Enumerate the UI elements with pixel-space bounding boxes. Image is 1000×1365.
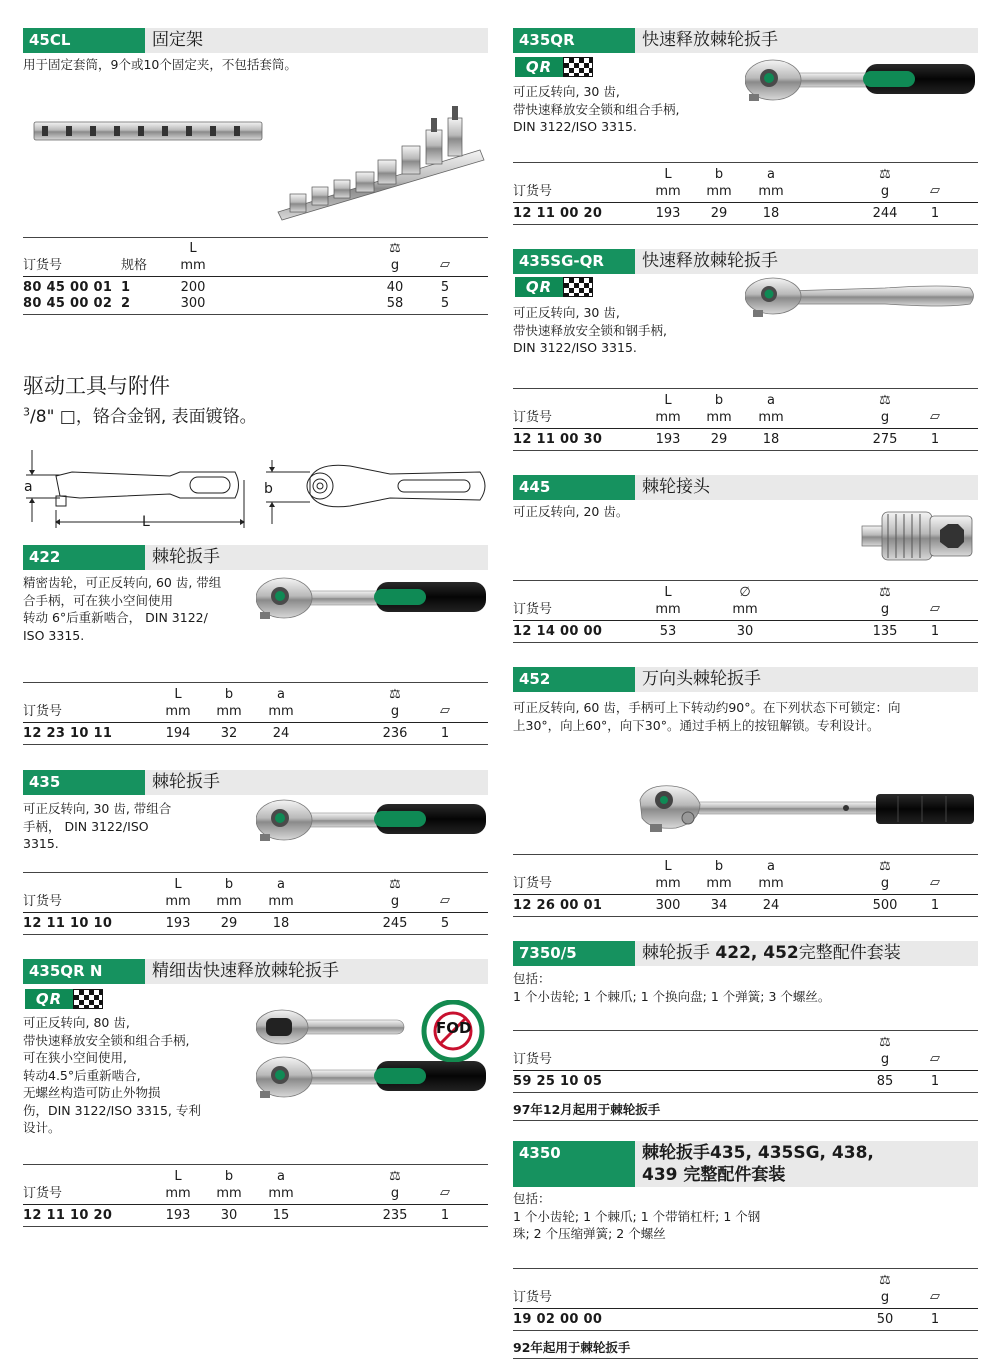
product-title: 棘轮扳手435, 435SG, 438, 439 完整配件套装: [642, 1143, 874, 1185]
order-number: 80 45 00 02: [23, 296, 113, 311]
product-description: 可正反转向, 30 齿, 带快速释放安全锁和组合手柄, DIN 3122/ISO 3315.: [513, 84, 680, 134]
order-number: 12 14 00 00: [513, 624, 603, 639]
scale-icon: ⚖: [879, 1035, 891, 1050]
product-title: 棘轮扳手 422, 452完整配件套装: [642, 943, 901, 963]
section-header-435: [23, 770, 488, 795]
spec-table-7350: ⚖ 订货号 g ▱ 59 25 10 05 85 1: [513, 1030, 978, 1093]
product-code: 4350: [513, 1141, 635, 1187]
scale-icon: ⚖: [879, 585, 891, 600]
product-description: 精密齿轮，可正反转向, 60 齿, 带组 合手柄，可在狭小空间使用 转动 6°后重新啮合， DIN 3122/ ISO 3315.: [23, 575, 222, 643]
qr-logo: QR: [515, 277, 593, 297]
spec-table-445: L ∅ ⚖ 订货号 mm mm g ▱ 12 14 00 00 53 30 135 1: [513, 580, 978, 643]
box-icon: ▱: [930, 1289, 940, 1304]
spec-table-435sgqr: L b a ⚖ 订货号 mm mm mm g ▱ 12 11 00 30 193 29 18 275 1: [513, 388, 978, 451]
ratchet-422-image: [256, 576, 488, 622]
product-code: 45CL: [23, 28, 145, 53]
box-icon: ▱: [440, 703, 450, 718]
box-icon: ▱: [440, 257, 450, 272]
spec-table-422: L b a ⚖ 订货号 mm mm mm g ▱ 12 23 10 11 194 32 24 236 1: [23, 682, 488, 745]
product-description: 可正反转向, 30 齿, 带组合 手柄， DIN 3122/ISO 3315.: [23, 801, 172, 851]
product-title: 棘轮接头: [642, 477, 710, 497]
section-header-452: [513, 667, 978, 692]
scale-icon: ⚖: [389, 877, 401, 892]
product-description: 可正反转向, 80 齿, 带快速释放安全锁和组合手柄, 可在狭小空间使用, 转动4.5°后重新啮合, 无螺丝构造可防止外物损 伤，DIN 3122/ISO 3315, 专利 设计。: [23, 1015, 201, 1135]
scale-icon: ⚖: [879, 167, 891, 182]
divider: [513, 1358, 978, 1359]
spec-table-45cl: L 订货号 规格 mm ⚖ g ▱ 80 45 00 01 1 200 40 5 80 45 00 02 2 300 58 5: [23, 237, 488, 315]
col-order: 订货号: [23, 258, 63, 273]
order-number: 12 23 10 11: [23, 726, 113, 741]
scale-icon: ⚖: [389, 241, 401, 256]
qr-logo: QR: [515, 57, 593, 77]
box-icon: ▱: [930, 875, 940, 890]
scale-icon: ⚖: [879, 859, 891, 874]
product-code: 452: [513, 667, 635, 692]
product-code: 435QR N: [23, 959, 145, 984]
product-description: 包括： 1 个小齿轮; 1 个棘爪; 1 个换向盘; 1 个弹簧; 3 个螺丝。: [513, 971, 831, 1004]
product-code: 7350/5: [513, 941, 635, 966]
product-title: 快速释放棘轮扳手: [642, 251, 778, 271]
spec-table-4350: ⚖ 订货号 g ▱ 19 02 00 00 50 1: [513, 1268, 978, 1331]
diameter-icon: ∅: [739, 585, 751, 600]
scale-icon: ⚖: [389, 687, 401, 702]
dim-label-a: a: [24, 479, 33, 495]
chapter-subtitle: $^3$/8" □，铬合金钢, 表面镀铬。: [23, 405, 257, 427]
section-header-445: [513, 475, 978, 500]
spec-table-435: L b a ⚖ 订货号 mm mm mm g ▱ 12 11 10 10 193 29 18 245 5: [23, 872, 488, 935]
product-title: 棘轮扳手: [152, 772, 220, 792]
order-number: 19 02 00 00: [513, 1312, 603, 1327]
product-title: 固定架: [152, 30, 203, 50]
ratchet-435sgqr-image: [745, 276, 977, 320]
product-title: 精细齿快速释放棘轮扳手: [152, 961, 339, 981]
product-title: 棘轮扳手: [152, 547, 220, 567]
section-header-435qrn: [23, 959, 488, 984]
product-description: 包括： 1 个小齿轮; 1 个棘爪; 1 个带销杠杆; 1 个钢 珠; 2 个压缩弹簧; 2 个螺丝: [513, 1191, 761, 1241]
ratchet-435-image: [256, 798, 488, 844]
ratchet-adapter-image: [860, 502, 980, 572]
order-number: 80 45 00 01: [23, 280, 113, 295]
product-title: 万向头棘轮扳手: [642, 669, 761, 689]
section-header-435qr: [513, 28, 978, 53]
spec-table-435qrn: L b a ⚖ 订货号 mm mm mm g ▱ 12 11 10 20 193 30 15 235 1: [23, 1164, 488, 1227]
dim-label-L: L: [142, 514, 150, 530]
product-description: 可正反转向, 20 齿。: [513, 504, 629, 519]
box-icon: ▱: [440, 1185, 450, 1200]
order-number: 59 25 10 05: [513, 1074, 603, 1089]
usage-note: 97年12月起用于棘轮扳手: [513, 1102, 661, 1117]
order-number: 12 11 00 30: [513, 432, 603, 447]
dim-label-b: b: [264, 481, 273, 497]
usage-note: 92年起用于棘轮扳手: [513, 1340, 631, 1355]
product-code: 435SG-QR: [513, 249, 635, 274]
ratchet-435qr-image: [745, 58, 977, 104]
product-code: 445: [513, 475, 635, 500]
fod-text: FOD: [436, 1019, 472, 1037]
box-icon: ▱: [930, 1051, 940, 1066]
section-header-435sgqr: [513, 249, 978, 274]
product-description: 用于固定套筒，9个或10个固定夹，不包括套筒。: [23, 57, 297, 72]
order-number: 12 11 10 10: [23, 916, 113, 931]
box-icon: ▱: [440, 893, 450, 908]
qr-logo: QR: [25, 989, 103, 1009]
box-icon: ▱: [930, 601, 940, 616]
scale-icon: ⚖: [879, 393, 891, 408]
product-code: 435: [23, 770, 145, 795]
spec-table-435qr: L b a ⚖ 订货号 mm mm mm g ▱ 12 11 00 20 193 29 18 244 1: [513, 162, 978, 225]
product-code: 435QR: [513, 28, 635, 53]
ratchet-head-image: [256, 1008, 406, 1046]
ratchet-452-image: [636, 782, 978, 842]
dimension-diagram: [20, 440, 490, 535]
box-icon: ▱: [930, 183, 940, 198]
section-header-4350: [513, 1141, 978, 1187]
col-spec: 规格: [121, 258, 148, 273]
order-number: 12 11 00 20: [513, 206, 603, 221]
product-title: 快速释放棘轮扳手: [642, 30, 778, 50]
section-header-422: [23, 545, 488, 570]
product-code: 422: [23, 545, 145, 570]
scale-icon: ⚖: [879, 1273, 891, 1288]
socket-rail-image: [28, 100, 493, 225]
chapter-title: 驱动工具与附件: [23, 374, 170, 398]
spec-table-452: L b a ⚖ 订货号 mm mm mm g ▱ 12 26 00 01 300 34 24 500 1: [513, 854, 978, 917]
section-header-7350: [513, 941, 978, 966]
order-number: 12 26 00 01: [513, 898, 603, 913]
box-icon: ▱: [930, 409, 940, 424]
scale-icon: ⚖: [389, 1169, 401, 1184]
product-description: 可正反转向, 60 齿，手柄可上下转动约90°。在下列状态下可锁定：向 上30°，向上60°，向下30°。通过手柄上的按钮解锁。专利设计。: [513, 700, 901, 733]
order-number: 12 11 10 20: [23, 1208, 113, 1223]
divider: [513, 1120, 978, 1121]
product-description: 可正反转向, 30 齿, 带快速释放安全锁和钢手柄, DIN 3122/ISO 3315.: [513, 305, 667, 355]
section-header-45cl: [23, 28, 488, 53]
